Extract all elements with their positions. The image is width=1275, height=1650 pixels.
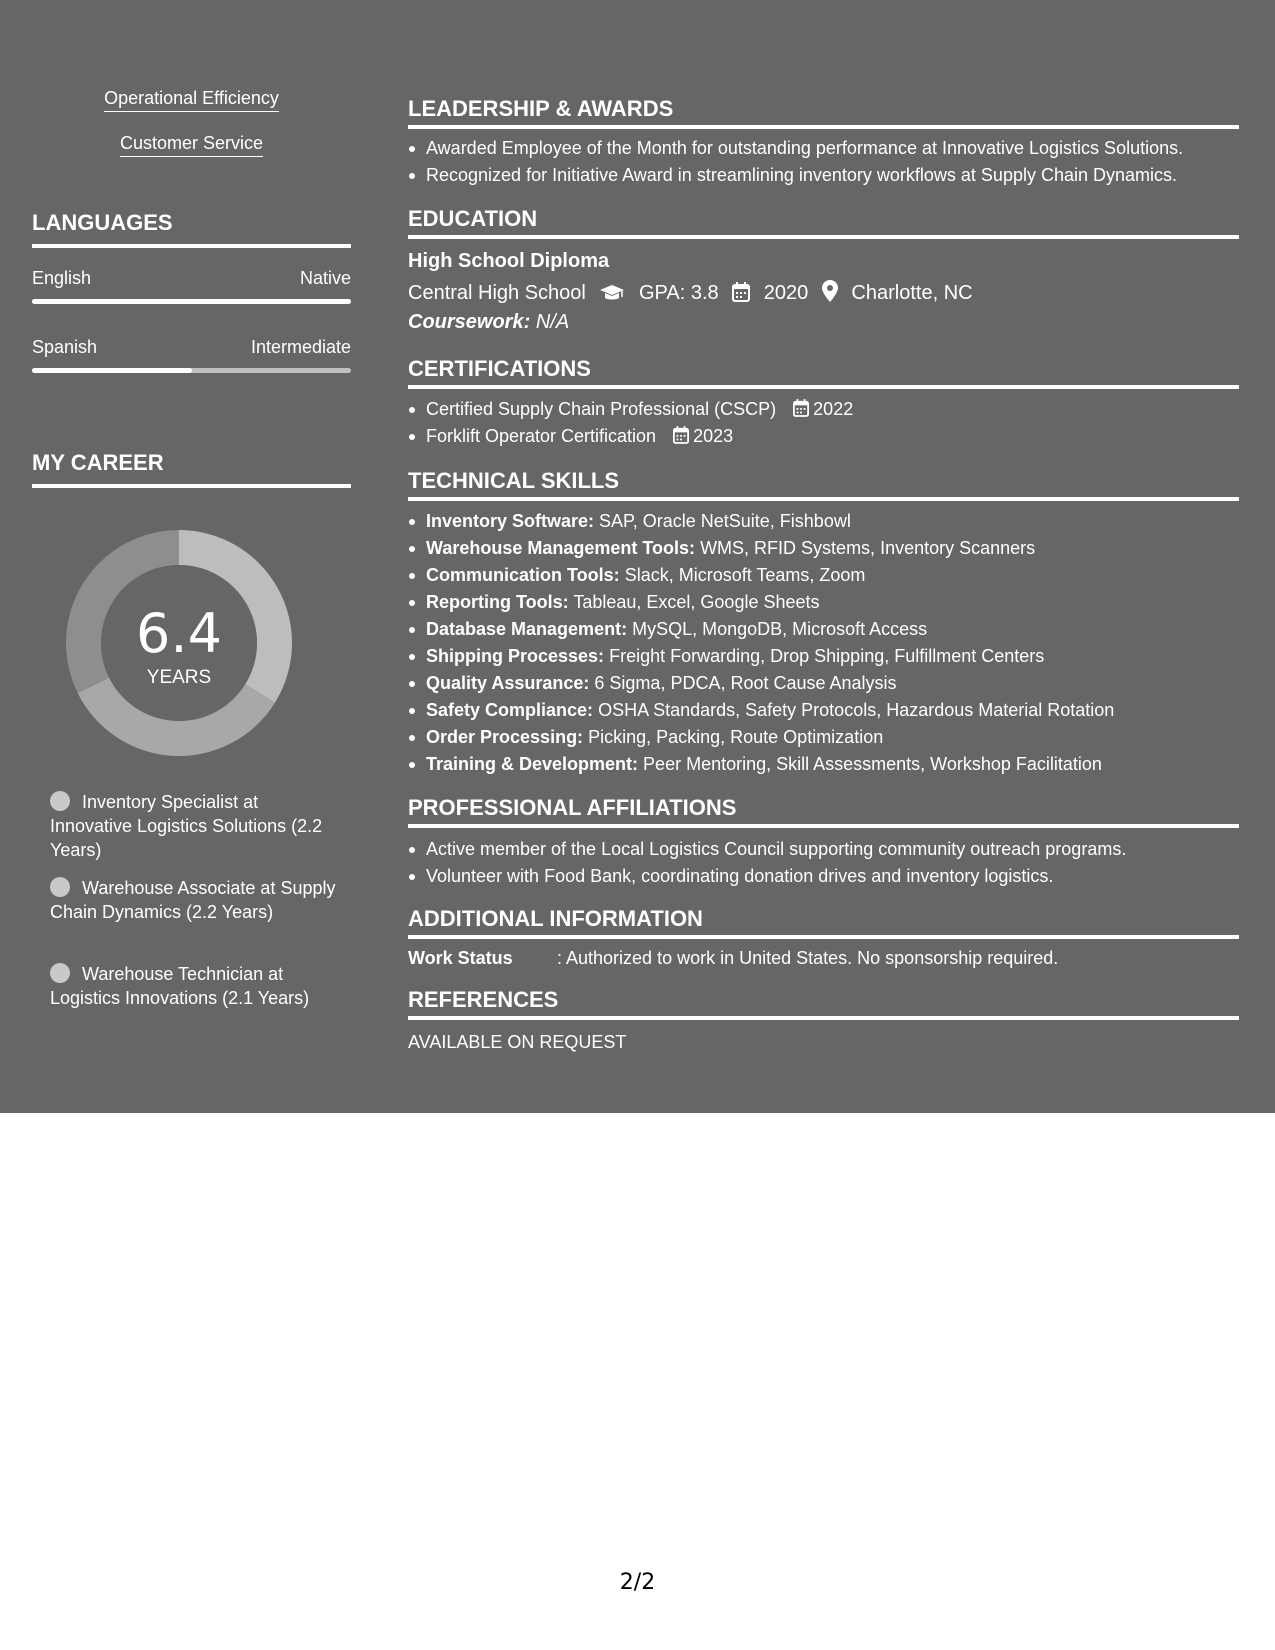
language-level: Native	[299, 268, 351, 288]
skill-label: Order Processing:	[426, 727, 584, 747]
list-item	[426, 724, 1239, 751]
skill-label: Communication Tools:	[426, 565, 620, 585]
coursework-label: Coursework:	[408, 311, 531, 333]
certification-name: Forklift Operator Certification	[426, 426, 657, 446]
technical-skills-heading: TECHNICAL SKILLS	[408, 468, 1239, 501]
education-degree: High School Diploma	[408, 250, 610, 272]
list-item: Awarded Employee of the Month for outstanding performance at Innovative Logistics Solutions.	[426, 135, 1239, 162]
skill-tag	[32, 88, 351, 109]
language-proficiency-bar	[32, 299, 351, 304]
skill-value: MySQL, MongoDB, Microsoft Access	[632, 619, 928, 639]
list-item	[426, 396, 1239, 423]
certification-name: Certified Supply Chain Professional (CSCP)	[426, 399, 777, 419]
career-donut-center	[66, 530, 292, 756]
references-heading: REFERENCES	[408, 987, 1239, 1020]
additional-info-heading: ADDITIONAL INFORMATION	[408, 906, 1239, 939]
calendar-icon	[673, 426, 689, 444]
list-item: Active member of the Local Logistics Council supporting community outreach programs.	[426, 836, 1239, 863]
career-dot-icon	[50, 963, 70, 983]
list-item	[426, 589, 1239, 616]
education-year: 2020	[763, 282, 809, 304]
calendar-icon	[793, 399, 809, 417]
list-item	[426, 535, 1239, 562]
leadership-heading: LEADERSHIP & AWARDS	[408, 96, 1239, 129]
education-gpa: GPA: 3.8	[639, 282, 719, 304]
list-item	[426, 697, 1239, 724]
career-item-text: Warehouse Technician at Logistics Innovations (2.1 Years)	[50, 964, 310, 1008]
career-item	[50, 876, 340, 924]
skill-label: Database Management:	[426, 619, 628, 639]
list-item	[426, 508, 1239, 535]
list-item	[426, 562, 1239, 589]
certifications-heading: CERTIFICATIONS	[408, 356, 1239, 389]
skill-label: Safety Compliance:	[426, 700, 594, 720]
career-dot-icon	[50, 791, 70, 811]
skill-label: Reporting Tools:	[426, 592, 569, 612]
skill-label: Inventory Software:	[426, 511, 595, 531]
calendar-icon	[732, 282, 750, 302]
education-school: Central High School	[408, 282, 586, 304]
career-donut-chart	[66, 530, 292, 756]
skill-label: Quality Assurance:	[426, 673, 590, 693]
language-proficiency-bar	[32, 368, 351, 373]
affiliations-list	[408, 836, 1239, 890]
language-proficiency-fill	[32, 368, 192, 373]
skill-value: 6 Sigma, PDCA, Root Cause Analysis	[594, 673, 897, 693]
certification-year: 2023	[693, 426, 734, 446]
career-heading: MY CAREER	[32, 450, 351, 488]
education-heading: EDUCATION	[408, 206, 1239, 239]
graduation-cap-icon	[599, 284, 625, 302]
list-item	[426, 643, 1239, 670]
technical-skills-list	[408, 508, 1239, 778]
career-item	[50, 790, 340, 862]
language-proficiency-fill	[32, 299, 351, 304]
references-text: AVAILABLE ON REQUEST	[408, 1032, 627, 1052]
work-status-row	[408, 948, 1058, 969]
skill-label: Training & Development:	[426, 754, 639, 774]
education-location: Charlotte, NC	[851, 282, 973, 304]
career-item	[50, 962, 340, 1010]
language-level: Intermediate	[250, 337, 351, 357]
career-item-text: Warehouse Associate at Supply Chain Dynamics (2.2 Years)	[50, 878, 336, 922]
skill-tag	[32, 133, 351, 154]
skill-value: Peer Mentoring, Skill Assessments, Workshop Facilitation	[643, 754, 1102, 774]
education-details	[408, 280, 973, 305]
leadership-list	[408, 135, 1239, 189]
skill-value: Picking, Packing, Route Optimization	[588, 727, 884, 747]
languages-heading: LANGUAGES	[32, 210, 351, 248]
career-total-unit: YEARS	[146, 667, 212, 688]
work-status-label: Work Status	[408, 948, 513, 968]
career-dot-icon	[50, 877, 70, 897]
skill-label: Warehouse Management Tools:	[426, 538, 696, 558]
map-pin-icon	[822, 280, 838, 302]
language-name: English	[32, 268, 92, 288]
skill-value: WMS, RFID Systems, Inventory Scanners	[700, 538, 1036, 558]
skill-value: Freight Forwarding, Drop Shipping, Fulfillment Centers	[609, 646, 1045, 666]
skill-label: Shipping Processes:	[426, 646, 605, 666]
skill-value: SAP, Oracle NetSuite, Fishbowl	[599, 511, 851, 531]
page-number: 2/2	[619, 1570, 656, 1595]
skill-value: Slack, Microsoft Teams, Zoom	[624, 565, 866, 585]
list-item: Recognized for Initiative Award in streamlining inventory workflows at Supply Chain Dynamics.	[426, 162, 1239, 189]
list-item	[426, 751, 1239, 778]
career-item-text: Inventory Specialist at Innovative Logistics Solutions (2.2 Years)	[50, 792, 323, 860]
skill-tag-label: Operational Efficiency	[104, 88, 279, 112]
skill-value: OSHA Standards, Safety Protocols, Hazardous Material Rotation	[598, 700, 1115, 720]
certification-year: 2022	[813, 399, 854, 419]
work-status-value: : Authorized to work in United States. No sponsorship required.	[557, 948, 1059, 968]
coursework-value: N/A	[535, 311, 570, 333]
education-coursework	[408, 311, 569, 334]
language-name: Spanish	[32, 337, 98, 357]
list-item	[426, 616, 1239, 643]
affiliations-heading: PROFESSIONAL AFFILIATIONS	[408, 795, 1239, 828]
skill-tag-label: Customer Service	[120, 133, 263, 157]
skill-value: Tableau, Excel, Google Sheets	[573, 592, 820, 612]
list-item	[426, 670, 1239, 697]
list-item: Volunteer with Food Bank, coordinating donation drives and inventory logistics.	[426, 863, 1239, 890]
certifications-list	[408, 396, 1239, 450]
list-item	[426, 423, 1239, 450]
career-total-value: 6.4	[136, 602, 222, 665]
